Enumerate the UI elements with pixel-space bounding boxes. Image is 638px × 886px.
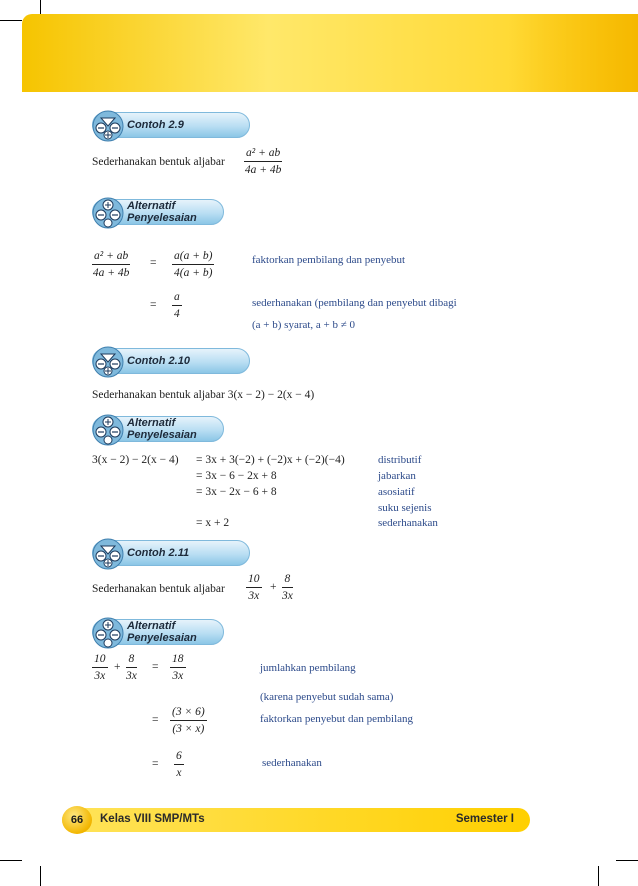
fraction: $\frac{8}{3x}$ [282, 573, 293, 602]
footer-semester: Semester I [455, 813, 514, 825]
crop-mark [616, 860, 638, 861]
fraction: $\frac{10}{3x}$ [94, 653, 106, 682]
step-note: (karena penyebut sudah sama) [260, 691, 394, 703]
step-note: faktorkan pembilang dan penyebut [252, 254, 406, 266]
step-note: asosiatif [378, 486, 415, 498]
example-label-2-11 [92, 540, 250, 566]
fraction: $\frac{\text{a² + ab}}{4a + 4b}$ [92, 250, 130, 279]
math-badge-icon [91, 196, 125, 230]
crop-mark [598, 866, 599, 886]
step-note: jabarkan [378, 470, 416, 482]
fraction: $\frac{18}{3x}$ [172, 653, 184, 682]
step-note: distributif [378, 454, 422, 466]
plus-sign: + [114, 661, 121, 673]
equals-sign: = [150, 257, 157, 269]
example-label-text: Contoh 2.10 [127, 355, 190, 367]
fraction: $\frac{a(a + b)}{4(a + b)}$ [174, 250, 213, 279]
crop-mark [40, 0, 41, 14]
step-note: sederhanakan (pembilang dan penyebut dibagi [252, 297, 457, 309]
step-note: sederhanakan [262, 757, 322, 769]
math-badge-icon [91, 537, 125, 571]
example-label-2-10 [92, 348, 250, 374]
fraction: $\frac{10}{3x}$ [248, 573, 260, 602]
footer-book-title: Kelas VIII SMP/MTs [100, 813, 205, 825]
fraction: $\frac{6}{x}$ [176, 750, 182, 779]
crop-mark [0, 860, 22, 861]
step-note: sederhanakan [378, 517, 438, 529]
step-note: jumlahkan pembilang [260, 662, 356, 674]
step-note: suku sejenis [378, 502, 432, 514]
solution-label [92, 619, 224, 645]
equals-sign: = [152, 661, 159, 673]
solution-label [92, 416, 224, 442]
math-badge-icon [91, 109, 125, 143]
solution-line-rhs: = x + 2 [196, 517, 230, 529]
math-badge-icon [91, 413, 125, 447]
example-prompt: Sederhanakan bentuk aljabar [92, 156, 225, 168]
crop-mark [0, 20, 22, 21]
solution-line-lhs: 3(x − 2) − 2(x − 4) [92, 454, 179, 466]
solution-label-text: Alternatif Penyelesaian [127, 417, 197, 441]
solution-line-rhs: = 3x + 3(−2) + (−2)x + (−2)(−4) [196, 454, 345, 466]
example-prompt: Sederhanakan bentuk aljabar 3(x − 2) − 2(x − 4) [92, 389, 315, 401]
solution-line-rhs: = 3x − 6 − 2x + 8 [196, 470, 277, 482]
fraction: $\frac{8}{3x}$ [126, 653, 137, 682]
math-badge-icon [91, 616, 125, 650]
example-label-2-9 [92, 112, 250, 138]
fraction: $\frac{\text{a² + ab}}{4a + 4b}$ [244, 147, 282, 176]
example-label-text: Contoh 2.9 [127, 119, 184, 131]
solution-label-text: Alternatif Penyelesaian [127, 620, 197, 644]
equals-sign: = [152, 758, 159, 770]
solution-label-text: Alternatif Penyelesaian [127, 200, 197, 224]
example-prompt: Sederhanakan bentuk aljabar [92, 583, 225, 595]
example-label-text: Contoh 2.11 [127, 547, 190, 559]
solution-label [92, 199, 224, 225]
fraction: $\frac{(3 \times 6)}{(3 \times x)}$ [172, 706, 205, 735]
math-badge-icon [91, 345, 125, 379]
page-number: 66 [62, 806, 92, 834]
equals-sign: = [152, 714, 159, 726]
step-note: (a + b) syarat, a + b ≠ 0 [252, 319, 356, 331]
equals-sign: = [150, 299, 157, 311]
crop-mark [40, 866, 41, 886]
plus-sign: + [270, 581, 277, 593]
header-band [22, 14, 638, 92]
step-note: faktorkan penyebut dan pembilang [260, 713, 414, 725]
solution-line-rhs: = 3x − 2x − 6 + 8 [196, 486, 277, 498]
fraction: $\frac{a}{4}$ [174, 291, 180, 320]
